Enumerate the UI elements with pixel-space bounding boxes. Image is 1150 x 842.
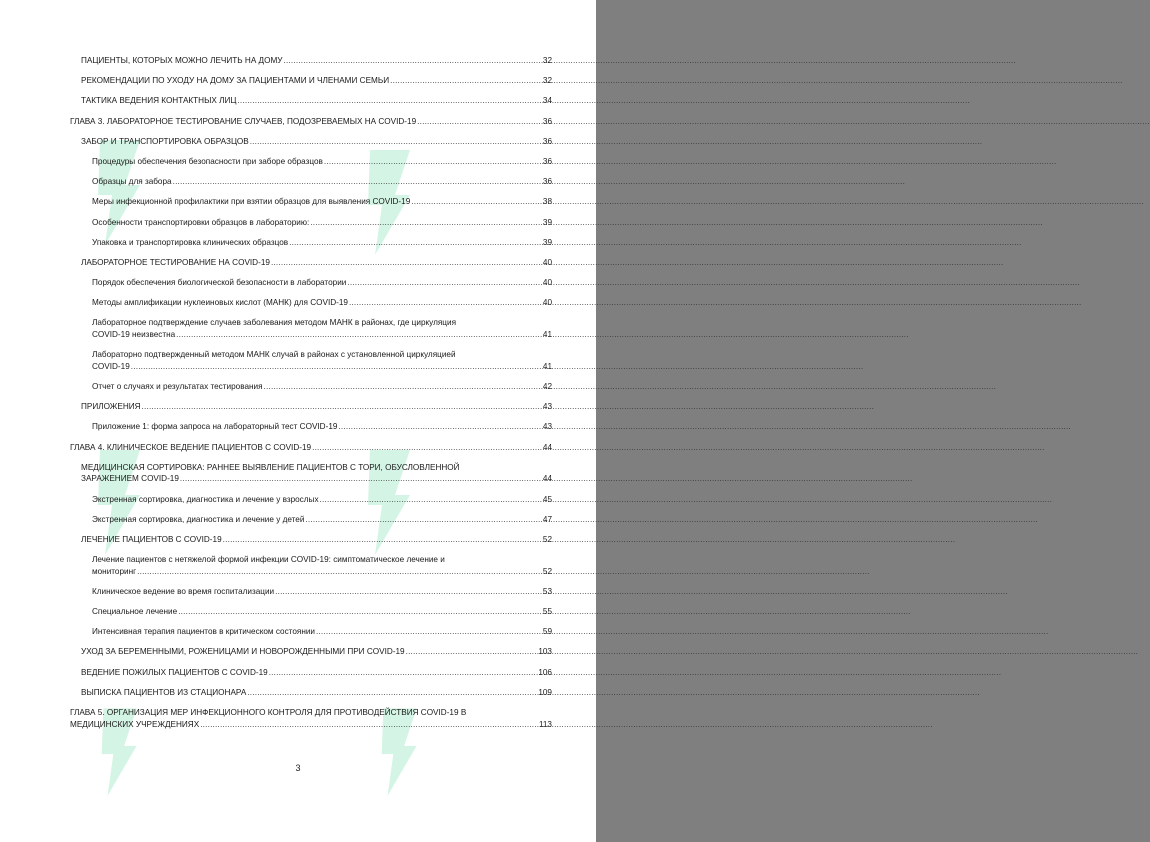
toc-entry-page: 109 [538,687,552,697]
toc-entry[interactable] [70,297,552,309]
toc-entry[interactable] [70,257,552,269]
toc-leader-dots [347,277,542,289]
toc-entry[interactable] [70,176,552,188]
toc-entry-title: ЛАБОРАТОРНОЕ ТЕСТИРОВАНИЕ НА COVID-19 [81,257,270,267]
toc-entry-page: 40 [542,257,552,267]
toc-leader-dots [178,606,542,618]
toc-entry-page: 113 [538,719,552,729]
toc-entry[interactable] [70,514,552,526]
toc-entry[interactable] [70,554,552,577]
toc-entry[interactable] [70,55,552,67]
toc-entry-title: Экстренная сортировка, диагностика и лечение у детей [92,514,305,524]
toc-entry-page: 36 [542,136,552,146]
toc-leader-dots [247,687,537,699]
toc-entry-title: РЕКОМЕНДАЦИИ ПО УХОДУ НА ДОМУ ЗА ПАЦИЕНТАМИ И ЧЛЕНАМИ СЕМЬИ [81,76,390,86]
toc-leader-dots [411,196,542,208]
toc-entry[interactable] [70,442,552,454]
toc-entry-page: 39 [542,237,552,247]
toc-entry-title-line: Лабораторное подтверждение случаев заболевания методом МАНК в районах, где циркуляция [92,318,456,328]
toc-entry-title: COVID-19 [92,361,130,371]
toc-entry[interactable] [70,381,552,393]
toc-entry-page: 55 [542,607,552,617]
toc-entry[interactable] [70,277,552,289]
toc-leader-dots [316,626,542,638]
toc-entry-page: 47 [542,514,552,524]
toc-entry-title: Интенсивная терапия пациентов в критическом состоянии [92,627,315,637]
toc-entry-page: 39 [542,217,552,227]
toc-leader-dots [269,667,538,679]
toc-entry-page: 41 [542,361,552,371]
toc-entry-page: 43 [542,402,552,412]
toc-entry[interactable] [70,667,552,679]
toc-leader-dots [406,646,538,658]
toc-leader-dots [390,75,542,87]
toc-leader-dots [250,136,542,148]
toc-entry-page: 44 [542,474,552,484]
toc-leader-dots [223,534,542,546]
toc-entry-title-line: МЕДИЦИНСКАЯ СОРТИРОВКА: РАННЕЕ ВЫЯВЛЕНИЕ ПАЦИЕНТОВ С ТОРИ, ОБУСЛОВЛЕННОЙ [81,462,460,472]
table-of-contents [70,55,552,739]
toc-entry-page: 45 [542,494,552,504]
toc-entry-page: 36 [542,156,552,166]
toc-entry[interactable] [70,217,552,229]
toc-leader-dots [275,586,542,598]
toc-leader-dots [180,473,542,485]
toc-entry-page: 34 [542,96,552,106]
toc-leader-dots [305,514,541,526]
toc-entry[interactable] [70,136,552,148]
toc-leader-dots [176,329,542,341]
toc-entry-title: Экстренная сортировка, диагностика и лечение у взрослых [92,494,319,504]
toc-entry-page: 40 [542,278,552,288]
toc-entry[interactable] [70,606,552,618]
toc-entry[interactable] [70,626,552,638]
toc-entry-title-line: Лабораторно подтвержденный методом МАНК случай в районах с установленной циркуляцией [92,350,456,360]
toc-entry[interactable] [70,687,552,699]
toc-entry[interactable] [70,95,552,107]
toc-entry-title: МЕДИЦИНСКИХ УЧРЕЖДЕНИЯХ [70,719,200,729]
toc-entry-page: 53 [542,586,552,596]
toc-entry-title: ГЛАВА 4. КЛИНИЧЕСКОЕ ВЕДЕНИЕ ПАЦИЕНТОВ С COVID-19 [70,442,312,452]
toc-leader-dots [320,494,542,506]
toc-entry-title: Образцы для забора [92,177,172,187]
toc-leader-dots [417,116,542,128]
toc-entry-title: Специальное лечение [92,607,178,617]
toc-entry[interactable] [70,349,552,372]
toc-entry-page: 36 [542,177,552,187]
toc-entry-title: ПАЦИЕНТЫ, КОТОРЫХ МОЖНО ЛЕЧИТЬ НА ДОМУ [81,56,283,65]
toc-entry[interactable] [70,494,552,506]
toc-entry-title: Порядок обеспечения биологической безопасности в лаборатории [92,278,347,288]
toc-entry[interactable] [70,75,552,87]
toc-leader-dots [173,176,542,188]
toc-entry-title: Методы амплификации нуклеиновых кислот (МАНК) для COVID-19 [92,298,348,308]
toc-leader-dots [324,156,542,168]
toc-leader-dots [310,217,542,229]
toc-leader-dots [312,442,542,454]
toc-leader-dots [237,95,541,107]
toc-entry[interactable] [70,237,552,249]
toc-leader-dots [131,361,542,373]
toc-entry[interactable] [70,116,552,128]
toc-entry-title: мониторинг [92,566,137,576]
toc-entry[interactable] [70,156,552,168]
toc-leader-dots [338,421,541,433]
toc-entry-page: 41 [542,330,552,340]
toc-entry-title: Процедуры обеспечения безопасности при заборе образцов [92,156,323,166]
toc-entry[interactable] [70,317,552,340]
toc-entry-page: 36 [542,116,552,126]
toc-leader-dots [289,237,542,249]
toc-entry-title: Отчет о случаях и результатах тестирования [92,382,263,391]
toc-entry[interactable] [70,421,552,433]
toc-entry-title-line: ГЛАВА 5. ОРГАНИЗАЦИЯ МЕР ИНФЕКЦИОННОГО КОНТРОЛЯ ДЛЯ ПРОТИВОДЕЙСТВИЯ COVID-19 В [70,708,467,717]
toc-entry-page: 106 [538,667,552,677]
toc-entry-page: 32 [542,76,552,86]
toc-leader-dots [264,381,542,393]
toc-entry-title: ВЕДЕНИЕ ПОЖИЛЫХ ПАЦИЕНТОВ С COVID-19 [81,667,268,677]
toc-leader-dots [200,719,538,731]
toc-leader-dots [349,297,542,309]
toc-leader-dots [137,566,542,578]
toc-entry-title: Упаковка и транспортировка клинических образцов [92,237,289,247]
toc-entry[interactable] [70,462,552,485]
toc-entry-title: ПРИЛОЖЕНИЯ [81,402,141,412]
toc-entry[interactable] [70,401,552,413]
toc-entry-title: Особенности транспортировки образцов в лабораторию: [92,217,310,227]
toc-entry[interactable] [70,646,552,658]
toc-entry-title: ГЛАВА 3. ЛАБОРАТОРНОЕ ТЕСТИРОВАНИЕ СЛУЧАЕВ, ПОДОЗРЕВАЕМЫХ НА COVID-19 [70,116,417,126]
toc-entry[interactable] [70,534,552,546]
toc-entry-page: 32 [542,56,552,65]
toc-entry-page: 40 [542,298,552,308]
toc-entry-page: 52 [542,566,552,576]
toc-entry-page: 42 [542,382,552,391]
toc-entry[interactable] [70,586,552,598]
toc-entry-title-line: Лечение пациентов с нетяжелой формой инфекции COVID-19: симптоматическое лечение и [92,555,445,565]
toc-entry-title: ЛЕЧЕНИЕ ПАЦИЕНТОВ С COVID-19 [81,534,222,544]
toc-entry[interactable] [70,196,552,208]
toc-entry-page: 38 [542,197,552,207]
toc-entry-page: 103 [538,647,552,657]
toc-entry-title: Меры инфекционной профилактики при взятии образцов для выявления COVID-19 [92,197,411,207]
page-number: 3 [295,763,301,773]
toc-leader-dots [283,55,541,67]
toc-leader-dots [142,401,542,413]
toc-entry-title: Приложение 1: форма запроса на лабораторный тест COVID-19 [92,422,338,432]
toc-entry-page: 52 [542,534,552,544]
toc-leader-dots [271,257,542,269]
toc-entry-title: ВЫПИСКА ПАЦИЕНТОВ ИЗ СТАЦИОНАРА [81,687,247,697]
toc-entry-title: ЗАБОР И ТРАНСПОРТИРОВКА ОБРАЗЦОВ [81,136,249,146]
toc-entry-title: ЗАРАЖЕНИЕМ COVID-19 [81,474,179,484]
toc-entry-title: ТАКТИКА ВЕДЕНИЯ КОНТАКТНЫХ ЛИЦ [81,96,237,106]
toc-entry-title: Клиническое ведение во время госпитализации [92,586,275,596]
toc-entry-page: 44 [542,442,552,452]
toc-entry[interactable] [70,707,552,730]
toc-entry-page: 43 [542,422,552,432]
toc-entry-page: 59 [542,627,552,637]
toc-entry-title: COVID-19 неизвестна [92,330,176,340]
toc-entry-title: УХОД ЗА БЕРЕМЕННЫМИ, РОЖЕНИЦАМИ И НОВОРОЖДЕННЫМИ ПРИ COVID-19 [81,647,405,657]
